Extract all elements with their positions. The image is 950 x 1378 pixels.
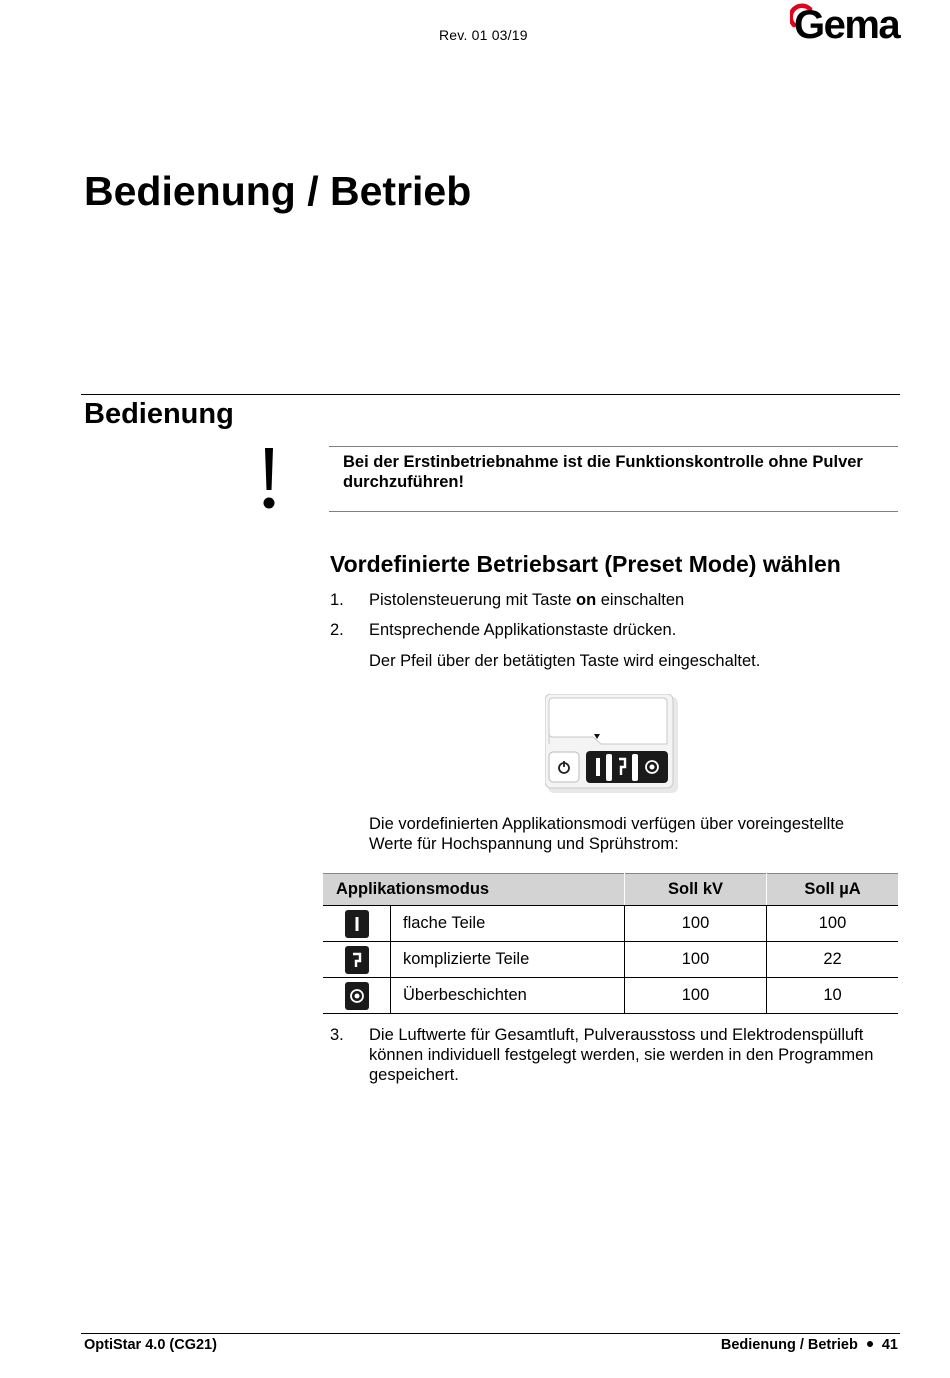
bullet-icon [867,1341,873,1347]
page-title: Bedienung / Betrieb [84,168,472,214]
safety-note: Bei der Erstinbetriebnahme ist die Funktionskontrolle ohne Pulver durchzuführen! [343,453,863,491]
exclamation-icon [258,446,280,512]
logo-text: Gema [794,3,900,47]
page-number: 41 [881,1337,898,1353]
table-header-row [323,874,898,906]
recoating-icon [345,982,369,1010]
mode-name: flache Teile [391,906,625,942]
step-2-text: Entsprechende Applikationstaste drücken. [369,621,677,639]
table-row [323,978,898,1014]
revision-label: Rev. 01 03/19 [439,27,528,43]
flat-parts-icon [345,910,369,938]
note-top-rule [329,446,898,447]
mode-name: Überbeschichten [391,978,625,1014]
ua-value: 22 [767,942,899,978]
kv-value: 100 [625,978,767,1014]
step-2-number: 2. [330,621,344,639]
section-divider [81,394,900,395]
note-bottom-rule [329,511,898,512]
step-3-number: 3. [330,1026,344,1044]
ua-value: 10 [767,978,899,1014]
step-3-text: Die Luftwerte für Gesamtluft, Pulverausstoss und Elektrodenspülluft können individuell festgelegt werden, sie werden in den Programmen gespeichert. [369,1026,874,1084]
header-mode: Applikationsmodus [323,874,625,906]
mode-name: komplizierte Teile [391,942,625,978]
preset-intro: Die vordefinierten Applikationsmodi verfügen über voreingestellte Werte für Hochspannung und Sprühstrom: [369,815,845,853]
application-mode-table [323,873,898,1014]
kv-value: 100 [625,942,767,978]
table-row [323,942,898,978]
footer-chapter: Bedienung / Betrieb [720,1337,858,1353]
ua-value: 100 [767,906,899,942]
gema-logo [790,3,900,47]
table-row [323,906,898,942]
step-1-text: Pistolensteuerung mit Taste on einschalten [369,591,685,609]
control-panel-illustration [545,694,679,794]
footer-divider [81,1333,900,1334]
subsection-heading: Vordefinierte Betriebsart (Preset Mode) wählen [330,551,841,577]
step-1-key-label: on [575,591,597,609]
header-kv: Soll kV [625,874,767,906]
complex-parts-icon [345,946,369,974]
step-1-number: 1. [330,591,344,609]
kv-value: 100 [625,906,767,942]
header-ua: Soll µA [767,874,899,906]
step-2-detail: Der Pfeil über der betätigten Taste wird eingeschaltet. [369,652,761,670]
section-heading: Bedienung [84,398,234,430]
footer-product: OptiStar 4.0 (CG21) [84,1337,217,1353]
footer-section [721,1337,898,1353]
